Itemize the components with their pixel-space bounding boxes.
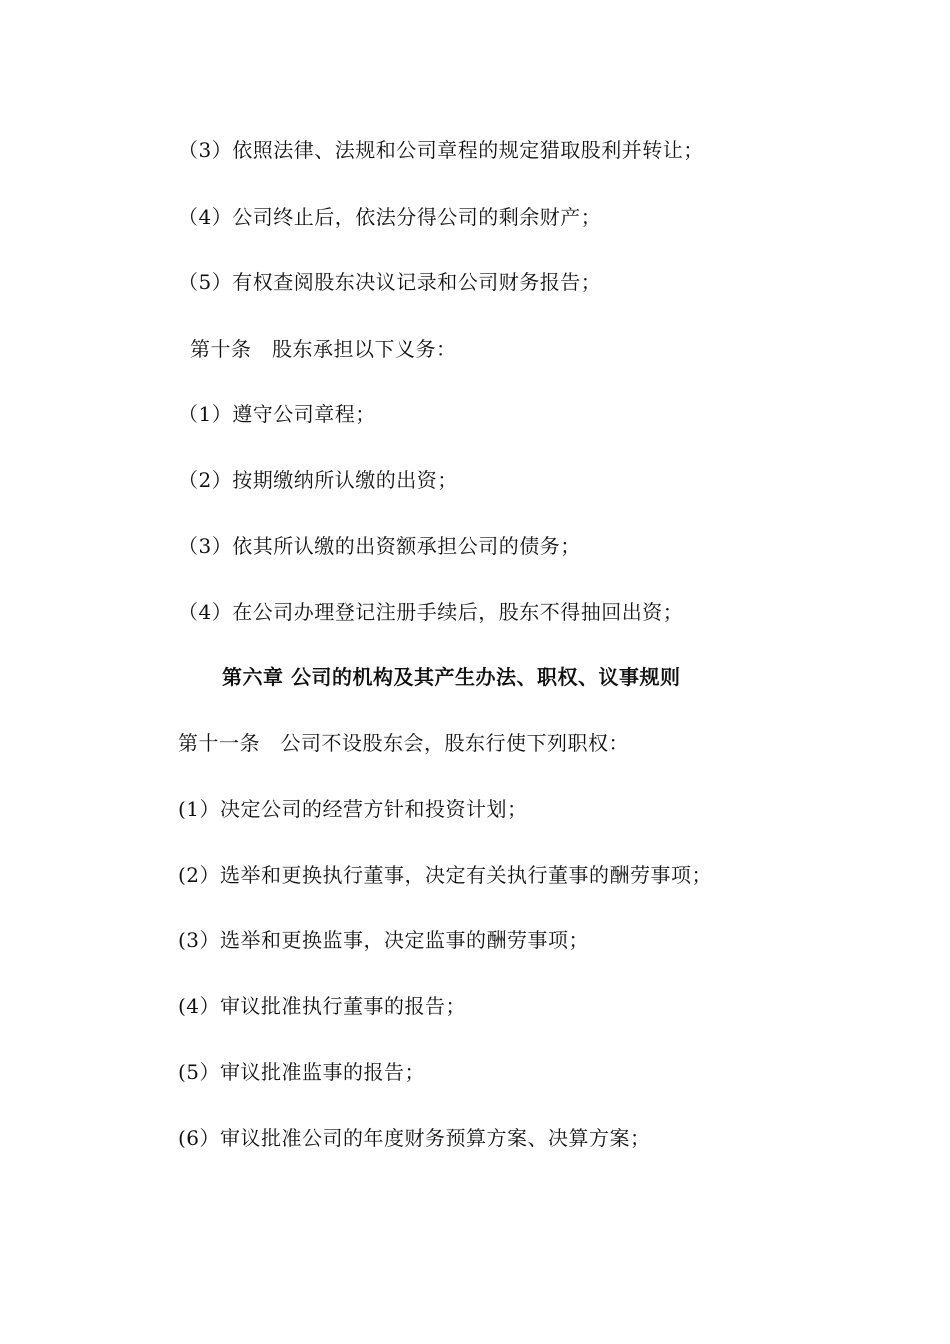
power-2-line: (2）选举和更换执行董事，决定有关执行董事的酬劳事项； (178, 863, 713, 887)
chapter-6-heading: 第六章 公司的机构及其产生办法、职权、议事规则 (222, 665, 681, 689)
power-5-line: (5）审议批准监事的报告； (178, 1060, 426, 1084)
article-10-heading: 第十条 股东承担以下义务： (190, 337, 457, 361)
duty-2-line: （2）按期缴纳所认缴的出资； (178, 468, 458, 492)
duty-4-line: （4）在公司办理登记注册手续后，股东不得抽回出资； (178, 600, 684, 624)
power-6-line: (6）审议批准公司的年度财务预算方案、决算方案； (178, 1126, 651, 1150)
power-1-line: (1）决定公司的经营方针和投资计划； (178, 797, 528, 821)
duty-1-line: （1）遵守公司章程； (178, 402, 376, 426)
clause-4-line: （4）公司终止后，依法分得公司的剩余财产； (178, 205, 602, 229)
power-4-line: (4）审议批准执行董事的报告； (178, 994, 467, 1018)
clause-5-line: （5）有权查阅股东决议记录和公司财务报告； (178, 270, 602, 294)
article-11-heading: 第十一条 公司不设股东会，股东行使下列职权： (178, 731, 629, 755)
power-3-line: (3）选举和更换监事，决定监事的酬劳事项； (178, 928, 590, 952)
duty-3-line: （3）依其所认缴的出资额承担公司的债务； (178, 534, 581, 558)
clause-3-line: （3）依照法律、法规和公司章程的规定猎取股利并转让； (178, 138, 704, 162)
